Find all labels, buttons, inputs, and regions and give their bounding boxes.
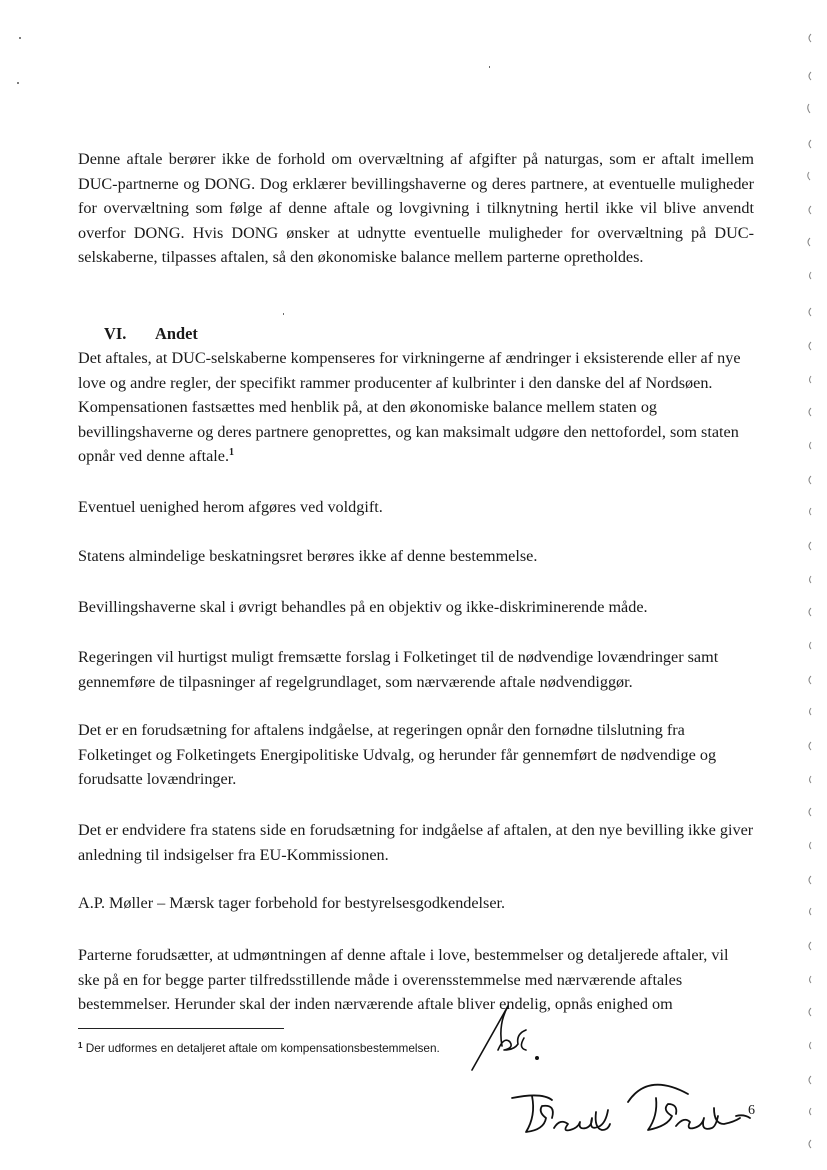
paragraph-kompensation-text: Det aftales, at DUC-selskaberne kompenseres for virkningerne af ændringer i eksisterende eller af nye love og andre regler, der specifikt rammer producenter af kulbrinter i den danske del af Nordsøen. Kompensationen fastsættes med henblik på, at den økonomiske balance mellem staten og bevillingshaverne og deres partnere genoprettes, og kan maksimalt udgøre den nettofordel, som staten opnår ved denne aftale. — [78, 349, 741, 466]
scan-speck — [19, 37, 21, 39]
scan-speck — [489, 66, 490, 68]
paragraph-overvaeltning: Denne aftale berører ikke de forhold om overvæltning af afgifter på naturgas, som er aftalt imellem DUC-partnerne og DONG. Dog erklærer bevillingshaverne og deres partnere, at eventuelle muligheder for overvæltning som følge af denne aftale og lovgivning i tilknytning hertil ikke vil blive anvendt overfor DONG. Hvis DONG ønsker at udnytte eventuelle muligheder for overvæltning på DUC-selskaberne, tilpasses aftalen, så den økonomiske balance mellem parterne opretholdes. — [78, 150, 754, 267]
paragraph-maersk: A.P. Møller – Mærsk tager forbehold for bestyrelsesgodkendelser. — [78, 894, 506, 912]
handwritten-signature — [506, 1082, 766, 1152]
paragraph-parterne: Parterne forudsætter, at udmøntningen af denne aftale i love, bestemmelser og detaljerede aftaler, vil ske på en for begge parter tilfredsstillende måde i overensstemmelse med nærværende aftales bestemmelser. Herunder skal der inden nærværende aftale bliver endelig, opnås enighed om — [78, 946, 729, 1014]
handwritten-initials — [468, 998, 558, 1078]
footnote-reference: 1 — [229, 447, 235, 459]
paragraph-regeringen: Regeringen vil hurtigst muligt fremsætte forslag i Folketinget til de nødvendige lovændringer samt gennemføre de tilpasninger af regelgrundlaget, som nærværende aftale nødvendiggør. — [78, 648, 719, 691]
footnote-text: Der udformes en detaljeret aftale om kompensationsbestemmelsen. — [85, 1041, 440, 1055]
footnote — [78, 1040, 440, 1056]
paragraph-objektiv: Bevillingshaverne skal i øvrigt behandles på en objektiv og ikke-diskriminerende måde. — [78, 598, 648, 616]
paragraph-beskatningsret: Statens almindelige beskatningsret berøres ikke af denne bestemmelse. — [78, 547, 538, 565]
paragraph-voldgift: Eventuel uenighed herom afgøres ved voldgift. — [78, 498, 383, 516]
margin-binding-marks — [797, 0, 827, 1170]
section-number: VI. — [104, 324, 127, 343]
paragraph-forudsaetning: Det er en forudsætning for aftalens indgåelse, at regeringen opnår den fornødne tilslutning fra Folketinget og Folketingets Energipolitiske Udvalg, og herunder får gennemført de nødvendige og forudsatte lovændringer. — [78, 721, 717, 789]
footnote-divider — [78, 1028, 284, 1029]
footnote-marker: 1 — [78, 1041, 83, 1050]
section-heading — [104, 322, 198, 346]
paragraph-eu-kommissionen: Det er endvidere fra statens side en forudsætning for indgåelse af aftalen, at den nye bevilling ikke giver anledning til indsigelser fra EU-Kommissionen. — [78, 821, 754, 864]
section-title: Andet — [155, 324, 198, 343]
page-number: 6 — [748, 1103, 755, 1118]
paragraph-kompensation — [78, 346, 754, 469]
scan-speck — [17, 82, 19, 84]
scan-speck — [283, 313, 284, 315]
